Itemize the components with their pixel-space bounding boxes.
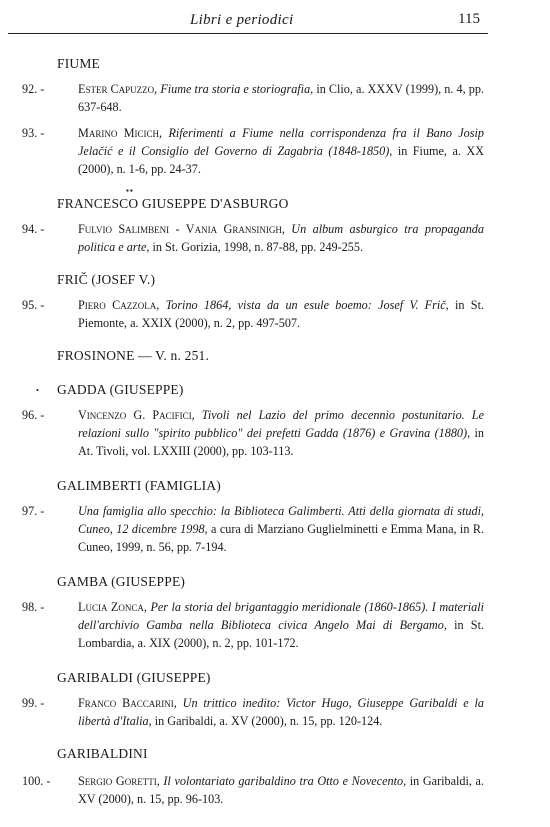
entry-author: Ester Capuzzo xyxy=(78,82,155,96)
entry-title: Una famiglia allo specchio: la Biblioteca Galimberti. Atti della giornata di studi, Cuneo, 12 dicembre 1998 xyxy=(78,504,484,536)
entry-title: Riferimenti a Fiume nella corrispondenza fra il Bano Josip Jelačić e il Consiglio del Governo di Zagabria (1848-1850) xyxy=(78,126,484,158)
entry-number: 97. - xyxy=(22,504,45,518)
entry-number: 92. - xyxy=(22,82,45,96)
entry-title: Tivoli nel Lazio del primo decennio postunitario. Le relazioni sullo "spirito pubblico" dei prefetti Gadda (1876) e Gravina (1880) xyxy=(78,408,484,440)
entry-number: 95. - xyxy=(22,298,45,312)
section-heading: FRANCESCO GIUSEPPE D'ASBURGO xyxy=(57,196,289,211)
entry-source: in Garibaldi, a. XV (2000), n. 15, pp. 120-124. xyxy=(154,714,383,728)
bibliography-entry: 95. - Piero Cazzola, Torino 1864, vista da un esule boemo: Josef V. Frič, in St. Piemonte, a. XXIX (2000), n. 2, pp. 497-507. xyxy=(22,298,485,330)
page-number: 115 xyxy=(458,11,480,27)
entry-author: Fulvio Salimbeni - Vania Gransinigh xyxy=(78,222,282,236)
entry-number: 100. - xyxy=(22,774,51,788)
page-header xyxy=(0,0,550,40)
section-heading: GADDA (GIUSEPPE) xyxy=(57,382,184,397)
bibliography-entry: 98. - Lucia Zonca, Per la storia del brigantaggio meridionale (1860-1865). I materiali dell'archivio Gamba nella Biblioteca civica Angelo Mai di Bergamo, in St. Lombardia, a. XIX (2000), n. 2, pp. 101-172. xyxy=(22,600,485,650)
section-heading: GALIMBERTI (FAMIGLIA) xyxy=(57,478,221,493)
section-heading: GARIBALDINI xyxy=(57,746,148,761)
entry-number: 94. - xyxy=(22,222,45,236)
section-heading: FIUME xyxy=(57,56,101,71)
entry-source: in Garibaldi, a. XV (2000), n. 15, pp. 96-103. xyxy=(78,774,485,806)
entry-source: a cura di Marziano Guglielminetti e Emma Mana, in R. Cuneo, 1999, n. 56, pp. 7-194. xyxy=(78,522,484,554)
running-title: Libri e periodici xyxy=(190,12,294,28)
entry-author: Piero Cazzola xyxy=(78,298,157,312)
stray-dot: • xyxy=(36,386,39,395)
header-rule xyxy=(8,33,488,34)
section-heading: GAMBA (GIUSEPPE) xyxy=(57,574,186,589)
bibliography-entry: 96. - Vincenzo G. Pacifici, Tivoli nel Lazio del primo decennio postunitario. Le relazioni sullo "spirito pubblico" dei prefetti Gadda (1876) e Gravina (1880), in At. Tivoli, vol. LXXIII (2000), pp. 103-113. xyxy=(22,408,485,458)
entry-number: 96. - xyxy=(22,408,45,422)
entry-author: Marino Micich xyxy=(78,126,160,140)
entry-title: Un trittico inedito: Victor Hugo, Giuseppe Garibaldi e la libertà d'Italia xyxy=(78,696,484,728)
entry-title: Torino 1864, vista da un esule boemo: Josef V. Frič xyxy=(165,298,446,312)
entry-source: in At. Tivoli, vol. LXXIII (2000), pp. 103-113. xyxy=(78,426,485,458)
entry-title: Il volontariato garibaldino tra Otto e Novecento xyxy=(163,774,404,788)
bibliography-entry: 99. - Franco Baccarini, Un trittico inedito: Victor Hugo, Giuseppe Garibaldi e la libertà d'Italia, in Garibaldi, a. XV (2000), n. 15, pp. 120-124. xyxy=(22,696,484,728)
entry-author: Vincenzo G. Pacifici xyxy=(78,408,192,422)
section-heading: FRIČ (JOSEF V.) xyxy=(57,272,156,287)
entry-author: Franco Baccarini xyxy=(78,696,174,710)
entry-source: in St. Piemonte, a. XXIX (2000), n. 2, pp. 497-507. xyxy=(78,298,485,330)
section-heading: GARIBALDI (GIUSEPPE) xyxy=(57,670,211,685)
entry-title: Un album asburgico tra propaganda politica e arte xyxy=(78,222,484,254)
entry-author: Sergio Goretti xyxy=(78,774,157,788)
section-heading: FROSINONE — V. n. 251. xyxy=(57,348,210,363)
entry-number: 93. - xyxy=(22,126,45,140)
entry-source: in Fiume, a. XX (2000), n. 1-6, pp. 24-37. xyxy=(78,144,484,176)
entry-title: Per la storia del brigantaggio meridionale (1860-1865). I materiali dell'archivio Gamba nella Biblioteca civica Angelo Mai di Bergamo xyxy=(78,600,485,632)
entry-source: in Clio, a. XXXV (1999), n. 4, pp. 637-648. xyxy=(78,82,485,114)
entry-number: 99. - xyxy=(22,696,45,710)
bibliography-entry: 93. - Marino Micich, Riferimenti a Fiume nella corrispondenza fra il Bano Josip Jelačić e il Consiglio del Governo di Zagabria (1848-1850), in Fiume, a. XX (2000), n. 1-6, pp. 24-37. xyxy=(22,126,484,176)
entry-author: Lucia Zonca xyxy=(78,600,144,614)
bibliography-entry: 100. - Sergio Goretti, Il volontariato garibaldino tra Otto e Novecento, in Garibaldi, a. XV (2000), n. 15, pp. 96-103. xyxy=(22,774,485,806)
printing-mark: ▪▪ xyxy=(126,186,134,195)
entry-source: in St. Gorizia, 1998, n. 87-88, pp. 249-255. xyxy=(152,240,364,254)
bibliography-entry: 94. - Fulvio Salimbeni - Vania Gransinigh, Un album asburgico tra propaganda politica e arte, in St. Gorizia, 1998, n. 87-88, pp. 249-255. xyxy=(22,222,484,254)
bibliography-entry: 92. - Ester Capuzzo, Fiume tra storia e storiografia, in Clio, a. XXXV (1999), n. 4, pp. 637-648. xyxy=(22,82,485,114)
bibliography-entry: 97. - Una famiglia allo specchio: la Biblioteca Galimberti. Atti della giornata di studi, Cuneo, 12 dicembre 1998, a cura di Marziano Guglielminetti e Emma Mana, in R. Cuneo, 1999, n. 56, pp. 7-194. xyxy=(22,504,484,554)
entry-number: 98. - xyxy=(22,600,45,614)
entry-source: in St. Lombardia, a. XIX (2000), n. 2, pp. 101-172. xyxy=(78,618,484,650)
entry-title: Fiume tra storia e storiografia xyxy=(160,82,311,96)
